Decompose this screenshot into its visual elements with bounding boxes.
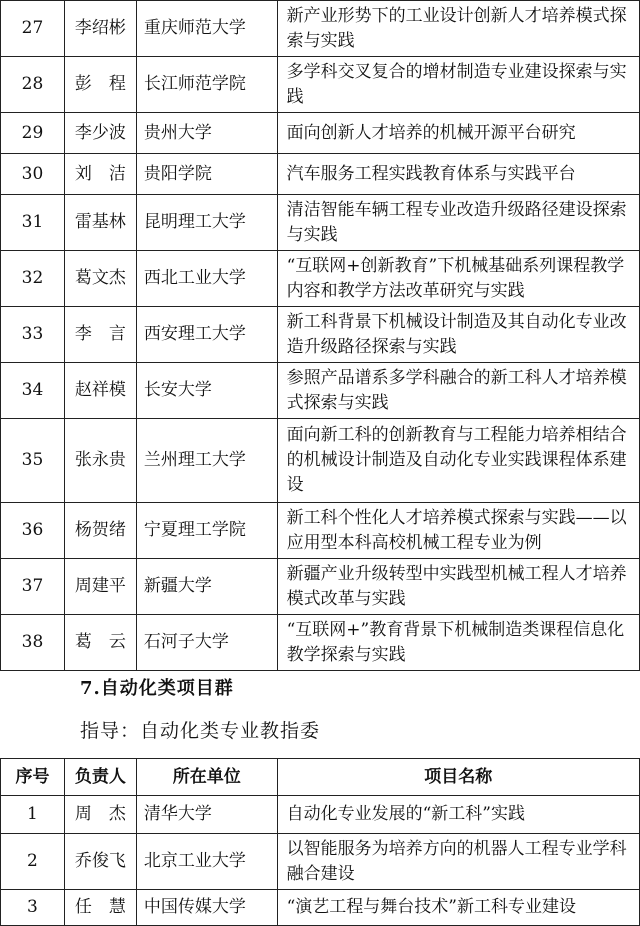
row-number: 32 xyxy=(1,251,65,307)
row-leader: 李绍彬 xyxy=(64,1,136,57)
row-title: 以智能服务为培养方向的机器人工程专业学科融合建设 xyxy=(277,834,639,890)
row-title: “演艺工程与舞台技术”新工科专业建设 xyxy=(277,890,639,926)
row-unit: 中国传媒大学 xyxy=(136,890,277,926)
row-unit: 兰州理工大学 xyxy=(136,419,277,503)
row-number: 33 xyxy=(1,307,65,363)
row-unit: 昆明理工大学 xyxy=(136,195,277,251)
table-row xyxy=(1,113,640,154)
row-leader: 任 慧 xyxy=(64,890,136,926)
row-title: 多学科交叉复合的增材制造专业建设探索与实践 xyxy=(277,57,639,113)
row-number: 34 xyxy=(1,363,65,419)
row-leader: 李 言 xyxy=(64,307,136,363)
row-leader: 彭 程 xyxy=(64,57,136,113)
table-row xyxy=(1,559,640,615)
row-title: 新产业形势下的工业设计创新人才培养模式探索与实践 xyxy=(277,1,639,57)
table-header-row xyxy=(1,759,640,796)
table-row xyxy=(1,503,640,559)
row-number: 36 xyxy=(1,503,65,559)
row-leader: 周 杰 xyxy=(64,796,136,834)
row-leader: 杨贺绪 xyxy=(64,503,136,559)
row-title: 新工科背景下机械设计制造及其自动化专业改造升级路径探索与实践 xyxy=(277,307,639,363)
row-unit: 西北工业大学 xyxy=(136,251,277,307)
row-number: 31 xyxy=(1,195,65,251)
row-unit: 贵州大学 xyxy=(136,113,277,154)
row-unit: 宁夏理工学院 xyxy=(136,503,277,559)
row-number: 28 xyxy=(1,57,65,113)
table-row xyxy=(1,57,640,113)
row-unit: 长安大学 xyxy=(136,363,277,419)
row-leader: 张永贵 xyxy=(64,419,136,503)
table-row xyxy=(1,615,640,671)
row-number: 3 xyxy=(1,890,65,926)
row-number: 2 xyxy=(1,834,65,890)
automation-project-table xyxy=(0,758,640,926)
row-leader: 赵祥模 xyxy=(64,363,136,419)
row-leader: 李少波 xyxy=(64,113,136,154)
row-title: 新疆产业升级转型中实践型机械工程人才培养模式改革与实践 xyxy=(277,559,639,615)
table-row xyxy=(1,154,640,195)
row-number: 38 xyxy=(1,615,65,671)
row-title: “互联网+创新教育”下机械基础系列课程教学内容和教学方法改革研究与实践 xyxy=(277,251,639,307)
table-row xyxy=(1,834,640,890)
header-number: 序号 xyxy=(1,759,65,796)
table-row xyxy=(1,890,640,926)
row-title: 新工科个性化人才培养模式探索与实践——以应用型本科高校机械工程专业为例 xyxy=(277,503,639,559)
row-unit: 重庆师范大学 xyxy=(136,1,277,57)
row-unit: 西安理工大学 xyxy=(136,307,277,363)
row-unit: 清华大学 xyxy=(136,796,277,834)
table-row xyxy=(1,1,640,57)
row-leader: 周建平 xyxy=(64,559,136,615)
row-number: 1 xyxy=(1,796,65,834)
row-unit: 石河子大学 xyxy=(136,615,277,671)
section-heading: 7.自动化类项目群 xyxy=(80,678,234,699)
table-row xyxy=(1,251,640,307)
row-title: 自动化专业发展的“新工科”实践 xyxy=(277,796,639,834)
row-unit: 长江师范学院 xyxy=(136,57,277,113)
row-unit: 北京工业大学 xyxy=(136,834,277,890)
row-leader: 雷基林 xyxy=(64,195,136,251)
row-number: 35 xyxy=(1,419,65,503)
row-title: “互联网+”教育背景下机械制造类课程信息化教学探索与实践 xyxy=(277,615,639,671)
header-title: 项目名称 xyxy=(277,759,639,796)
guidance-line: 指导：自动化类专业教指委 xyxy=(80,720,321,742)
row-unit: 新疆大学 xyxy=(136,559,277,615)
row-title: 面向创新人才培养的机械开源平台研究 xyxy=(277,113,639,154)
row-number: 29 xyxy=(1,113,65,154)
header-unit: 所在单位 xyxy=(136,759,277,796)
row-leader: 刘 洁 xyxy=(64,154,136,195)
table-row xyxy=(1,796,640,834)
row-title: 清洁智能车辆工程专业改造升级路径建设探索与实践 xyxy=(277,195,639,251)
row-number: 37 xyxy=(1,559,65,615)
row-unit: 贵阳学院 xyxy=(136,154,277,195)
table-row xyxy=(1,363,640,419)
table-row xyxy=(1,419,640,503)
row-leader: 乔俊飞 xyxy=(64,834,136,890)
row-number: 27 xyxy=(1,1,65,57)
table-row xyxy=(1,307,640,363)
table-row xyxy=(1,195,640,251)
header-leader: 负责人 xyxy=(64,759,136,796)
row-leader: 葛文杰 xyxy=(64,251,136,307)
row-title: 汽车服务工程实践教育体系与实践平台 xyxy=(277,154,639,195)
row-leader: 葛 云 xyxy=(64,615,136,671)
row-title: 面向新工科的创新教育与工程能力培养相结合的机械设计制造及自动化专业实践课程体系建设 xyxy=(277,419,639,503)
row-title: 参照产品谱系多学科融合的新工科人才培养模式探索与实践 xyxy=(277,363,639,419)
row-number: 30 xyxy=(1,154,65,195)
